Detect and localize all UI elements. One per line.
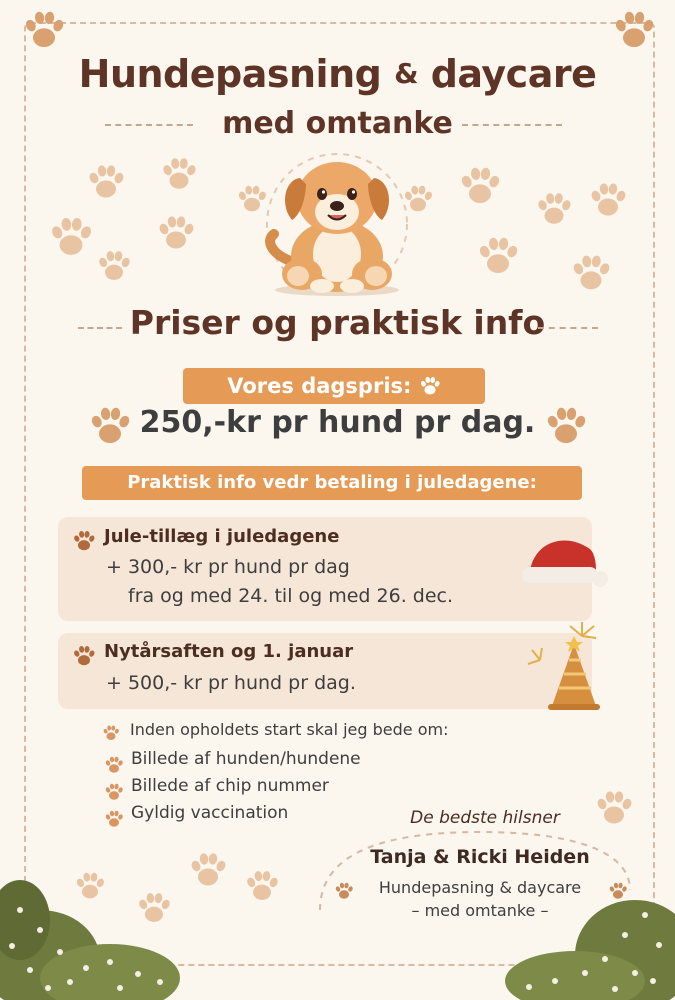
signature-name: Tanja & Ricki Heiden bbox=[370, 846, 590, 868]
title-part1: Hundepasning bbox=[78, 52, 382, 96]
poster-title bbox=[0, 52, 675, 96]
paw-print-icon bbox=[419, 375, 441, 397]
section-title: Priser og praktisk info bbox=[129, 303, 546, 342]
flower-bush bbox=[0, 870, 200, 1000]
puppy-illustration bbox=[222, 148, 452, 300]
signature-greeting: De bedste hilsner bbox=[410, 808, 560, 828]
party-hat-icon bbox=[520, 620, 610, 716]
poster-subtitle: med omtanke bbox=[222, 106, 453, 141]
requests-intro: Inden opholdets start skal jeg bede om: bbox=[130, 720, 449, 739]
paw-print-icon bbox=[104, 809, 124, 829]
signature-business-tagline: – med omtanke – bbox=[411, 901, 549, 920]
price-banner-label: Vores dagspris: bbox=[227, 374, 412, 398]
paw-print-icon bbox=[458, 164, 502, 208]
title-part2: daycare bbox=[430, 52, 597, 96]
paw-print-icon bbox=[72, 529, 96, 553]
title-ampersand: & bbox=[394, 57, 418, 90]
newyear-surcharge: + 500,- kr pr hund pr dag. bbox=[106, 672, 356, 694]
paw-print-icon bbox=[102, 724, 120, 742]
christmas-surcharge: + 300,- kr pr hund pr dag bbox=[106, 556, 350, 578]
christmas-panel bbox=[58, 517, 592, 621]
divider bbox=[462, 124, 562, 126]
info-banner: Praktisk info vedr betaling i juledagene: bbox=[82, 466, 582, 500]
paw-print-icon bbox=[104, 782, 124, 802]
price-banner bbox=[183, 368, 485, 404]
request-item: Billede af hunden/hundene bbox=[131, 749, 361, 769]
newyear-panel bbox=[58, 633, 592, 709]
christmas-heading: Jule-tillæg i juledagene bbox=[104, 526, 340, 547]
paw-print-icon bbox=[570, 252, 612, 294]
paw-print-icon bbox=[86, 162, 126, 202]
santa-hat-icon bbox=[516, 527, 610, 591]
daily-price: 250,-kr pr hund pr dag. bbox=[139, 405, 536, 440]
paw-print-icon bbox=[104, 755, 124, 775]
newyear-heading: Nytårsaften og 1. januar bbox=[104, 641, 354, 662]
paw-print-icon bbox=[476, 234, 520, 278]
paw-print-icon bbox=[96, 248, 132, 284]
request-item: Gyldig vaccination bbox=[131, 803, 289, 823]
christmas-dates: fra og med 24. til og med 26. dec. bbox=[128, 585, 454, 607]
paw-print-icon bbox=[244, 868, 280, 904]
paw-print-icon bbox=[22, 8, 66, 52]
paw-print-icon bbox=[535, 190, 573, 228]
paw-print-icon bbox=[160, 155, 198, 193]
flower-bush bbox=[495, 885, 675, 1000]
paw-print-icon bbox=[156, 213, 196, 253]
paw-print-icon bbox=[588, 180, 628, 220]
request-item: Billede af chip nummer bbox=[131, 776, 329, 796]
signature-tagline-text: med omtanke bbox=[424, 901, 536, 920]
signature-business: Hundepasning & daycare bbox=[378, 878, 582, 897]
divider bbox=[538, 327, 598, 329]
paw-print-icon bbox=[72, 644, 96, 668]
paw-print-icon bbox=[612, 8, 656, 52]
paw-print-icon bbox=[544, 404, 588, 448]
paw-print-icon bbox=[48, 214, 94, 260]
